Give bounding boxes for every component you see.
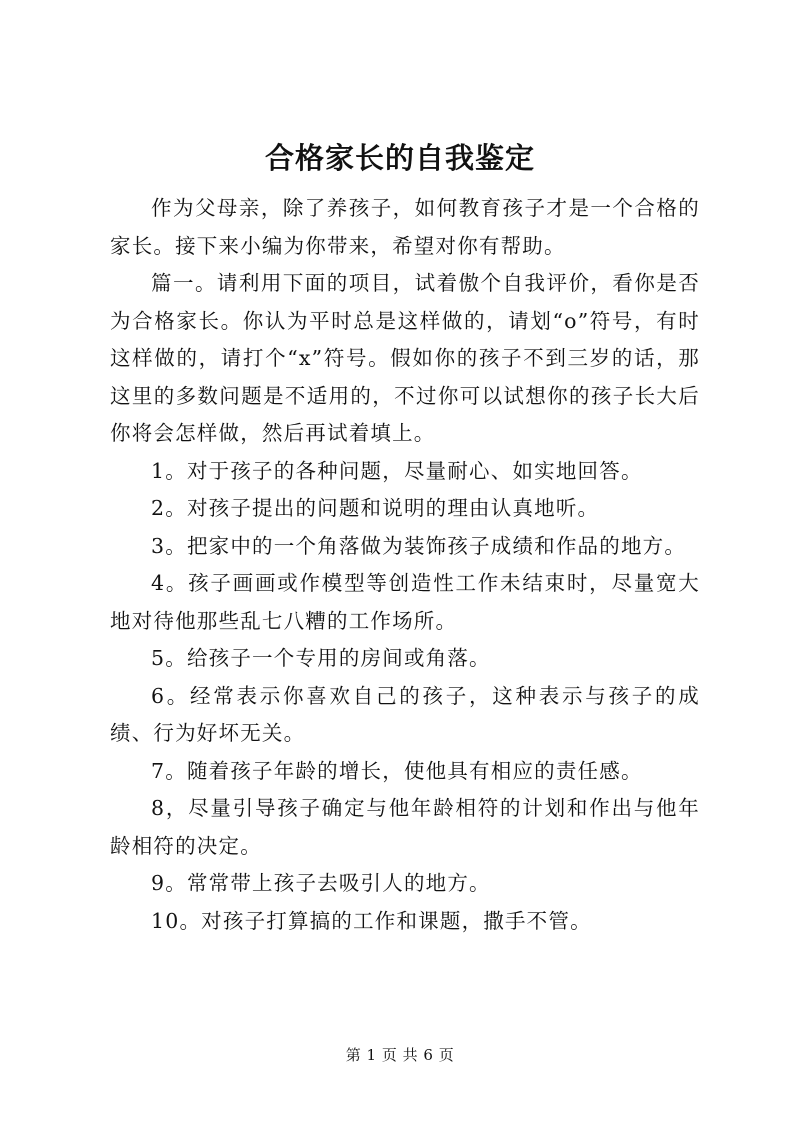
list-item-2: 2。对孩子提出的问题和说明的理由认真地听。 (151, 496, 600, 520)
paragraph-part-one: 篇一。请利用下面的项目，试着傲个自我评价，看你是否为合格家长。你认为平时总是这样做的，请划“o”符号，有时这样做的，请打个“x”符号。假如你的孩子不到三岁的话，那这里的多数问题是不适用的，不过你可以试想你的孩子长大后你将会怎样做，然后再试着填上。 (110, 271, 700, 445)
list-item-7: 7。随着孩子年龄的增长，使他具有相应的责任感。 (151, 758, 643, 783)
list-item-10: 10。对孩子打算搞的工作和课题，撒手不管。 (151, 908, 592, 933)
paragraph-intro: 作为父母亲，除了养孩子，如何教育孩子才是一个合格的家长。接下来小编为你带来，希望对你有帮助。 (110, 196, 700, 258)
page-footer: 第 1 页 共 6 页 (345, 1046, 455, 1064)
list-item-9: 9。常常带上孩子去吸引人的地方。 (151, 871, 491, 895)
document-title: 合格家长的自我鉴定 (264, 141, 535, 175)
list-item-6: 6。经常表示你喜欢自己的孩子，这种表示与孩子的成绩、行为好坏无关。 (110, 683, 700, 745)
list-item-4: 4。孩子画画或作模型等创造性工作未结束时，尽量宽大地对待他那些乱七八糟的工作场所。 (110, 571, 700, 633)
list-item-1: 1。对于孩子的各种问题，尽量耐心、如实地回答。 (151, 458, 643, 483)
list-item-8: 8，尽量引导孩子确定与他年龄相符的计划和作出与他年龄相符的决定。 (110, 796, 700, 858)
document-body (110, 190, 700, 940)
list-item-3: 3。把家中的一个角落做为装饰孩子成绩和作品的地方。 (151, 533, 687, 558)
list-item-5: 5。给孩子一个专用的房间或角落。 (151, 646, 491, 670)
